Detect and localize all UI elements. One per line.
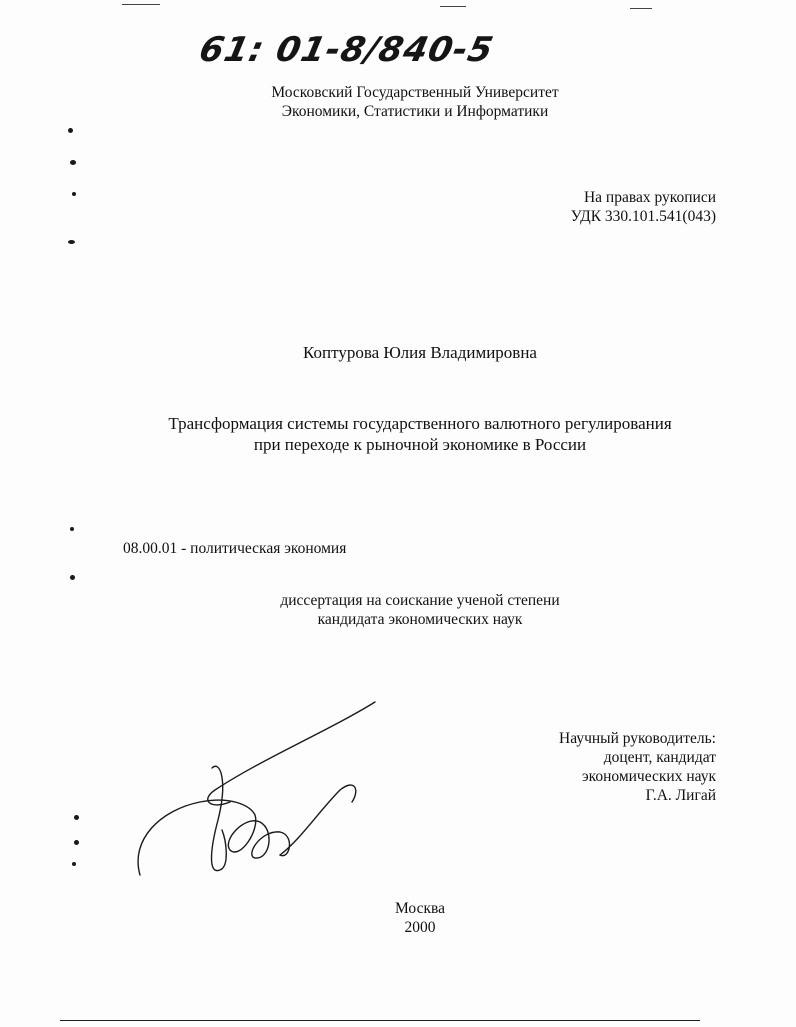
dissertation-title [100, 413, 740, 455]
scan-mark [122, 4, 160, 5]
scan-mark [60, 1020, 700, 1021]
supervisor-block [470, 729, 716, 805]
signature [130, 690, 390, 890]
scan-speck [68, 128, 73, 133]
degree-line-2: кандидата экономических наук [317, 611, 523, 628]
place-and-year [320, 899, 520, 937]
scan-mark [630, 8, 652, 9]
author-name: Коптурова Юлия Владимировна [303, 343, 537, 362]
scan-speck [70, 575, 75, 580]
year: 2000 [404, 919, 436, 936]
scan-speck [72, 192, 76, 196]
supervisor-name: Г.А. Лигай [645, 787, 716, 804]
scan-speck [72, 862, 76, 866]
archive-number: 61: 01-8/840-5 [195, 30, 498, 70]
title-line-1: Трансформация системы государственного валютного регулирования [168, 414, 672, 433]
university-line-2: Экономики, Статистики и Информатики [281, 103, 549, 120]
rights-label: На правах рукописи [583, 189, 716, 206]
city-name: Москва [395, 900, 445, 917]
scan-mark [440, 6, 466, 7]
supervisor-label: Научный руководитель: [559, 730, 716, 747]
scan-speck [70, 160, 76, 165]
supervisor-degree: экономических наук [581, 768, 716, 785]
udc-code: УДК 330.101.541(043) [570, 208, 716, 225]
title-line-2: при переходе к рыночной экономике в России [253, 435, 587, 454]
manuscript-rights [480, 188, 716, 226]
scan-speck [68, 240, 75, 244]
supervisor-title: доцент, кандидат [603, 749, 716, 766]
specialty-code: 08.00.01 - политическая экономия [123, 540, 347, 557]
degree-statement [220, 591, 620, 629]
degree-line-1: диссертация на соискание ученой степени [280, 592, 560, 609]
university-line-1: Московский Государственный Университет [271, 84, 559, 101]
scan-speck [74, 840, 79, 845]
scan-speck [70, 527, 74, 531]
scan-speck [74, 815, 79, 820]
university-name [220, 83, 610, 121]
